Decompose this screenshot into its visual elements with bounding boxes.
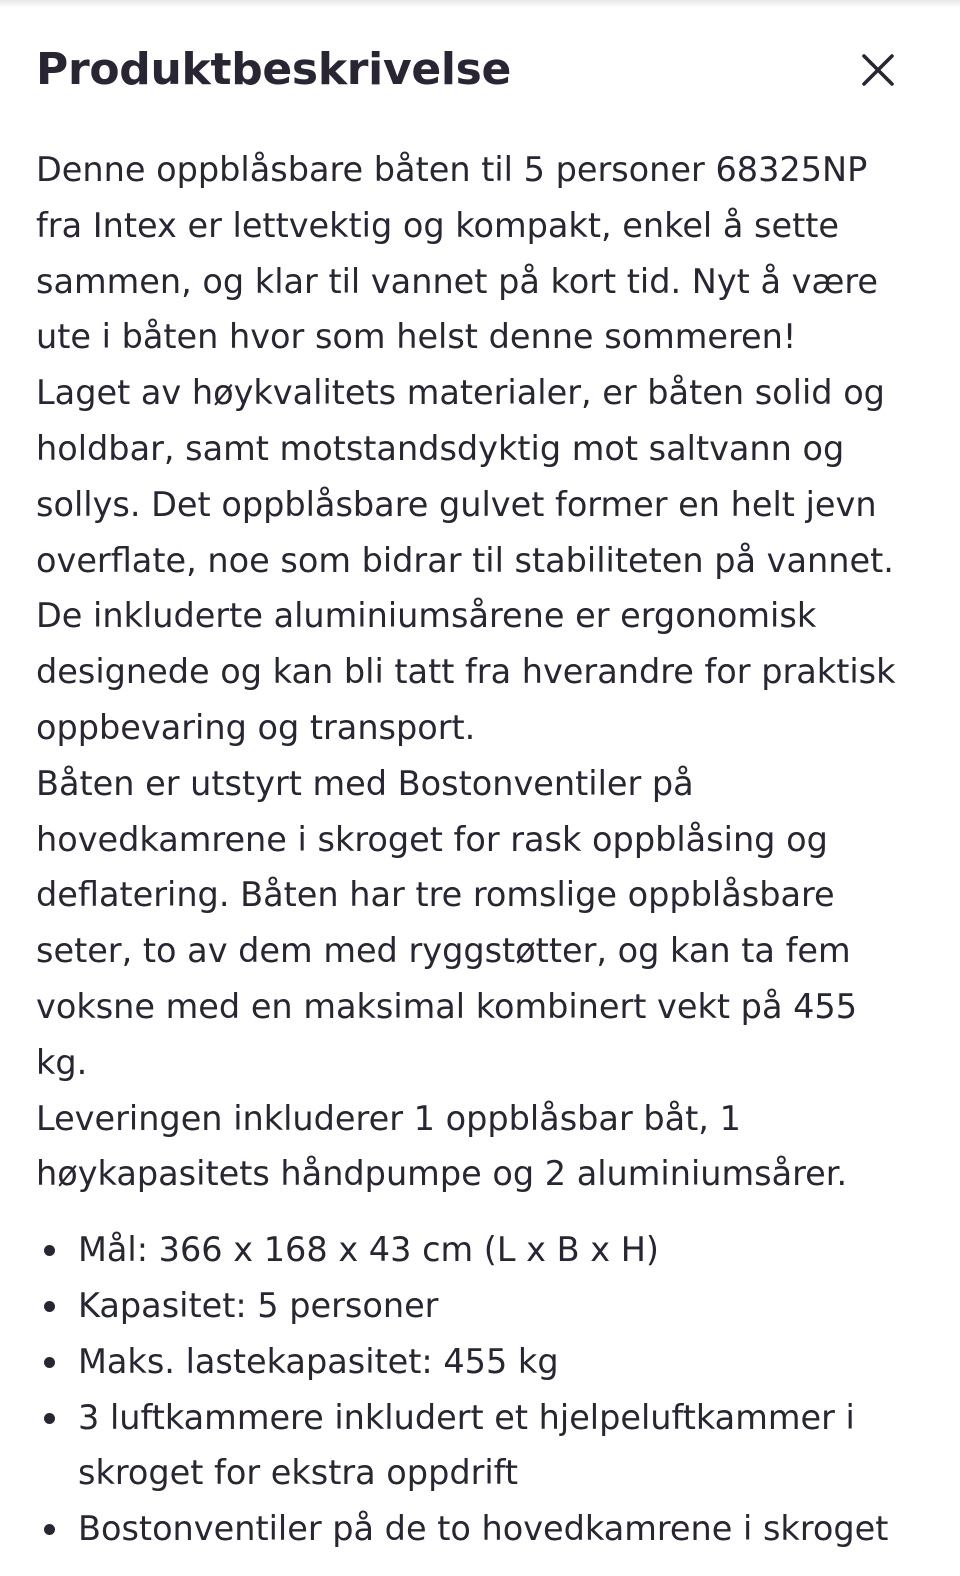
panel-title: Produktbeskrivelse — [36, 44, 512, 95]
bottom-fade — [0, 1550, 960, 1576]
spec-text: Bostonventiler på de to hovedkamrene i skroget — [78, 1509, 889, 1549]
text-line: Laget av høykvalitets materialer, er båten solid og — [36, 373, 885, 413]
spec-text: skroget for ekstra oppdrift — [78, 1453, 519, 1493]
spec-text: Mål: 366 x 168 x 43 cm (L x B x H) — [78, 1230, 659, 1270]
description-paragraph-3 — [36, 588, 924, 755]
spec-list — [36, 1222, 924, 1557]
description-content — [36, 142, 924, 1557]
text-line: fra Intex er lettvektig og kompakt, enkel å sette — [36, 205, 840, 245]
text-line: Båten er utstyrt med Bostonventiler på — [36, 763, 694, 803]
close-button[interactable] — [854, 46, 902, 94]
text-line: hovedkamrene i skroget for rask oppblåsing og — [36, 819, 828, 859]
text-line: designede og kan bli tatt fra hverandre for praktisk — [36, 652, 896, 692]
text-line: ute i båten hvor som helst denne sommeren! — [36, 317, 797, 357]
close-icon — [854, 46, 902, 94]
text-line: høykapasitets håndpumpe og 2 aluminiumsårer. — [36, 1154, 848, 1194]
text-line: seter, to av dem med ryggstøtter, og kan ta fem — [36, 931, 851, 971]
description-paragraph-1 — [36, 142, 924, 365]
text-line: Leveringen inkluderer 1 oppblåsbar båt, 1 — [36, 1098, 741, 1138]
spec-text: 3 luftkammere inkludert et hjelpeluftkammer i — [78, 1397, 855, 1437]
spec-item-capacity — [36, 1278, 924, 1334]
text-line: voksne med en maksimal kombinert vekt på 455 — [36, 986, 858, 1026]
text-line: sollys. Det oppblåsbare gulvet former en helt jevn — [36, 484, 877, 524]
description-paragraph-2 — [36, 365, 924, 588]
spec-text: Kapasitet: 5 personer — [78, 1285, 439, 1325]
text-line: oppbevaring og transport. — [36, 707, 476, 747]
panel-header — [36, 40, 906, 104]
description-paragraph-5 — [36, 1091, 924, 1203]
spec-item-dimensions — [36, 1222, 924, 1278]
text-line: De inkluderte aluminiumsårene er ergonomisk — [36, 596, 817, 636]
spec-item-air-chambers — [36, 1390, 924, 1502]
spec-item-max-load — [36, 1334, 924, 1390]
text-line: sammen, og klar til vannet på kort tid. Nyt å være — [36, 261, 878, 301]
text-line: kg. — [36, 1042, 88, 1082]
text-line: overflate, noe som bidrar til stabiliteten på vannet. — [36, 540, 894, 580]
spec-item-valves — [36, 1501, 924, 1557]
text-line: holdbar, samt motstandsdyktig mot saltvann og — [36, 428, 845, 468]
description-paragraph-4 — [36, 756, 924, 1091]
spec-text: Maks. lastekapasitet: 455 kg — [78, 1341, 559, 1381]
text-line: Denne oppblåsbare båten til 5 personer 68325NP — [36, 150, 868, 189]
text-line: deflatering. Båten har tre romslige oppblåsbare — [36, 875, 835, 915]
